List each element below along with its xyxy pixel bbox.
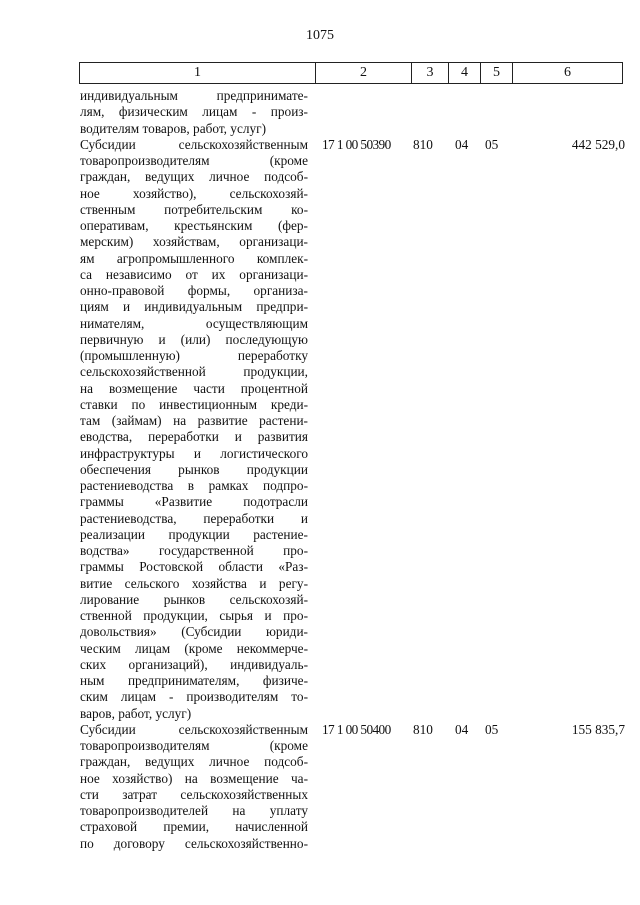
description-line: товаропроизводителям (кроме bbox=[80, 738, 308, 753]
description-line: ставки по инвестиционным креди- bbox=[80, 396, 308, 412]
description-line: граммы Ростовской области «Раз- bbox=[80, 559, 308, 575]
description-line: граждан, ведущих личное подсоб- bbox=[80, 169, 308, 185]
description-line: ческим лицам (кроме некоммерче- bbox=[80, 640, 308, 656]
description-line: циям и индивидуальным предпри- bbox=[80, 299, 308, 315]
row-description bbox=[80, 137, 308, 722]
column-header-3: 3 bbox=[412, 63, 449, 84]
table-row bbox=[80, 722, 625, 852]
description-line: инфраструктуры и логистического bbox=[80, 445, 308, 461]
description-line: ских организаций), индивидуаль- bbox=[80, 656, 308, 672]
row-description bbox=[80, 88, 308, 137]
description-line: са независимо от их организаци- bbox=[80, 266, 308, 282]
budget-code: 17 1 00 50400 bbox=[322, 721, 391, 737]
expense-type-code: 810 bbox=[413, 721, 433, 737]
description-line: растениеводства в рамках подпро- bbox=[80, 478, 308, 493]
description-line: водителям товаров, работ, услуг) bbox=[80, 120, 267, 136]
description-line: Субсидии сельскохозяйственным bbox=[80, 721, 308, 737]
description-line: ное хозяйство) на возмещение ча- bbox=[80, 770, 308, 786]
description-line: варов, работ, услуг) bbox=[80, 705, 192, 721]
expense-type-code: 810 bbox=[413, 136, 433, 152]
budget-code: 17 1 00 50390 bbox=[322, 136, 391, 152]
column-header-5: 5 bbox=[481, 63, 513, 84]
amount: 155 835,7 bbox=[571, 721, 625, 737]
section-code: 04 bbox=[455, 721, 469, 737]
column-header-2: 2 bbox=[316, 63, 412, 84]
description-line: товаропроизводителей на уплату bbox=[80, 803, 308, 818]
description-line: по договору сельскохозяйственно- bbox=[80, 835, 308, 851]
description-line: ям агропромышленного комплек- bbox=[80, 250, 308, 266]
subsection-code: 05 bbox=[485, 721, 499, 737]
description-line: ственным потребительским ко- bbox=[80, 201, 308, 217]
column-header-table bbox=[79, 62, 623, 84]
description-line: мерским) хозяйствам, организаци- bbox=[80, 234, 308, 250]
description-line: первичную и (или) последующую bbox=[80, 331, 308, 347]
column-header-1: 1 bbox=[80, 63, 316, 84]
description-line: граммы «Развитие подотрасли bbox=[80, 494, 308, 510]
description-line: водства» государственной про- bbox=[80, 543, 308, 558]
description-line: лирование рынков сельскохозяй- bbox=[80, 591, 308, 607]
amount: 442 529,0 bbox=[571, 136, 625, 152]
subsection-code: 05 bbox=[485, 136, 499, 152]
description-line: (промышленную) переработку bbox=[80, 348, 308, 363]
description-line: онно-правовой формы, организа- bbox=[80, 283, 308, 298]
description-line: растениеводства, переработки и bbox=[80, 510, 308, 526]
table-row bbox=[80, 137, 625, 722]
description-line: витие сельского хозяйства и регу- bbox=[80, 575, 308, 591]
description-line: лям, физическим лицам - произ- bbox=[80, 104, 308, 120]
description-line: индивидуальным предпринимате- bbox=[80, 88, 308, 103]
page-number: 1075 bbox=[306, 28, 334, 43]
description-line: сельскохозяйственной продукции, bbox=[80, 364, 308, 380]
description-line: оперативам, крестьянским (фер- bbox=[80, 218, 308, 233]
description-line: сти затрат сельскохозяйственных bbox=[80, 786, 308, 802]
description-line: еводства, переработки и развития bbox=[80, 429, 308, 445]
description-line: страховой премии, начисленной bbox=[80, 819, 308, 835]
row-description bbox=[80, 722, 308, 852]
description-line: на возмещение части процентной bbox=[80, 380, 308, 396]
section-code: 04 bbox=[455, 136, 469, 152]
description-line: граждан, ведущих личное подсоб- bbox=[80, 754, 308, 770]
table-body bbox=[80, 84, 625, 852]
description-line: обеспечения рынков продукции bbox=[80, 461, 308, 477]
table-row bbox=[80, 88, 625, 137]
description-line: товаропроизводителям (кроме bbox=[80, 153, 308, 168]
description-line: ским лицам - производителям то- bbox=[80, 689, 308, 705]
description-line: нимателям, осуществляющим bbox=[80, 315, 308, 331]
description-line: Субсидии сельскохозяйственным bbox=[80, 136, 308, 152]
description-line: там (займам) на развитие растени- bbox=[80, 413, 308, 428]
column-header-4: 4 bbox=[449, 63, 481, 84]
description-line: ным предпринимателям, физиче- bbox=[80, 673, 308, 688]
column-header-6: 6 bbox=[513, 63, 623, 84]
description-line: ственной продукции, сырья и про- bbox=[80, 608, 308, 623]
description-line: реализации продукции растение- bbox=[80, 526, 308, 542]
description-line: ное хозяйство), сельскохозяй- bbox=[80, 185, 308, 201]
description-line: довольствия» (Субсидии юриди- bbox=[80, 624, 308, 640]
